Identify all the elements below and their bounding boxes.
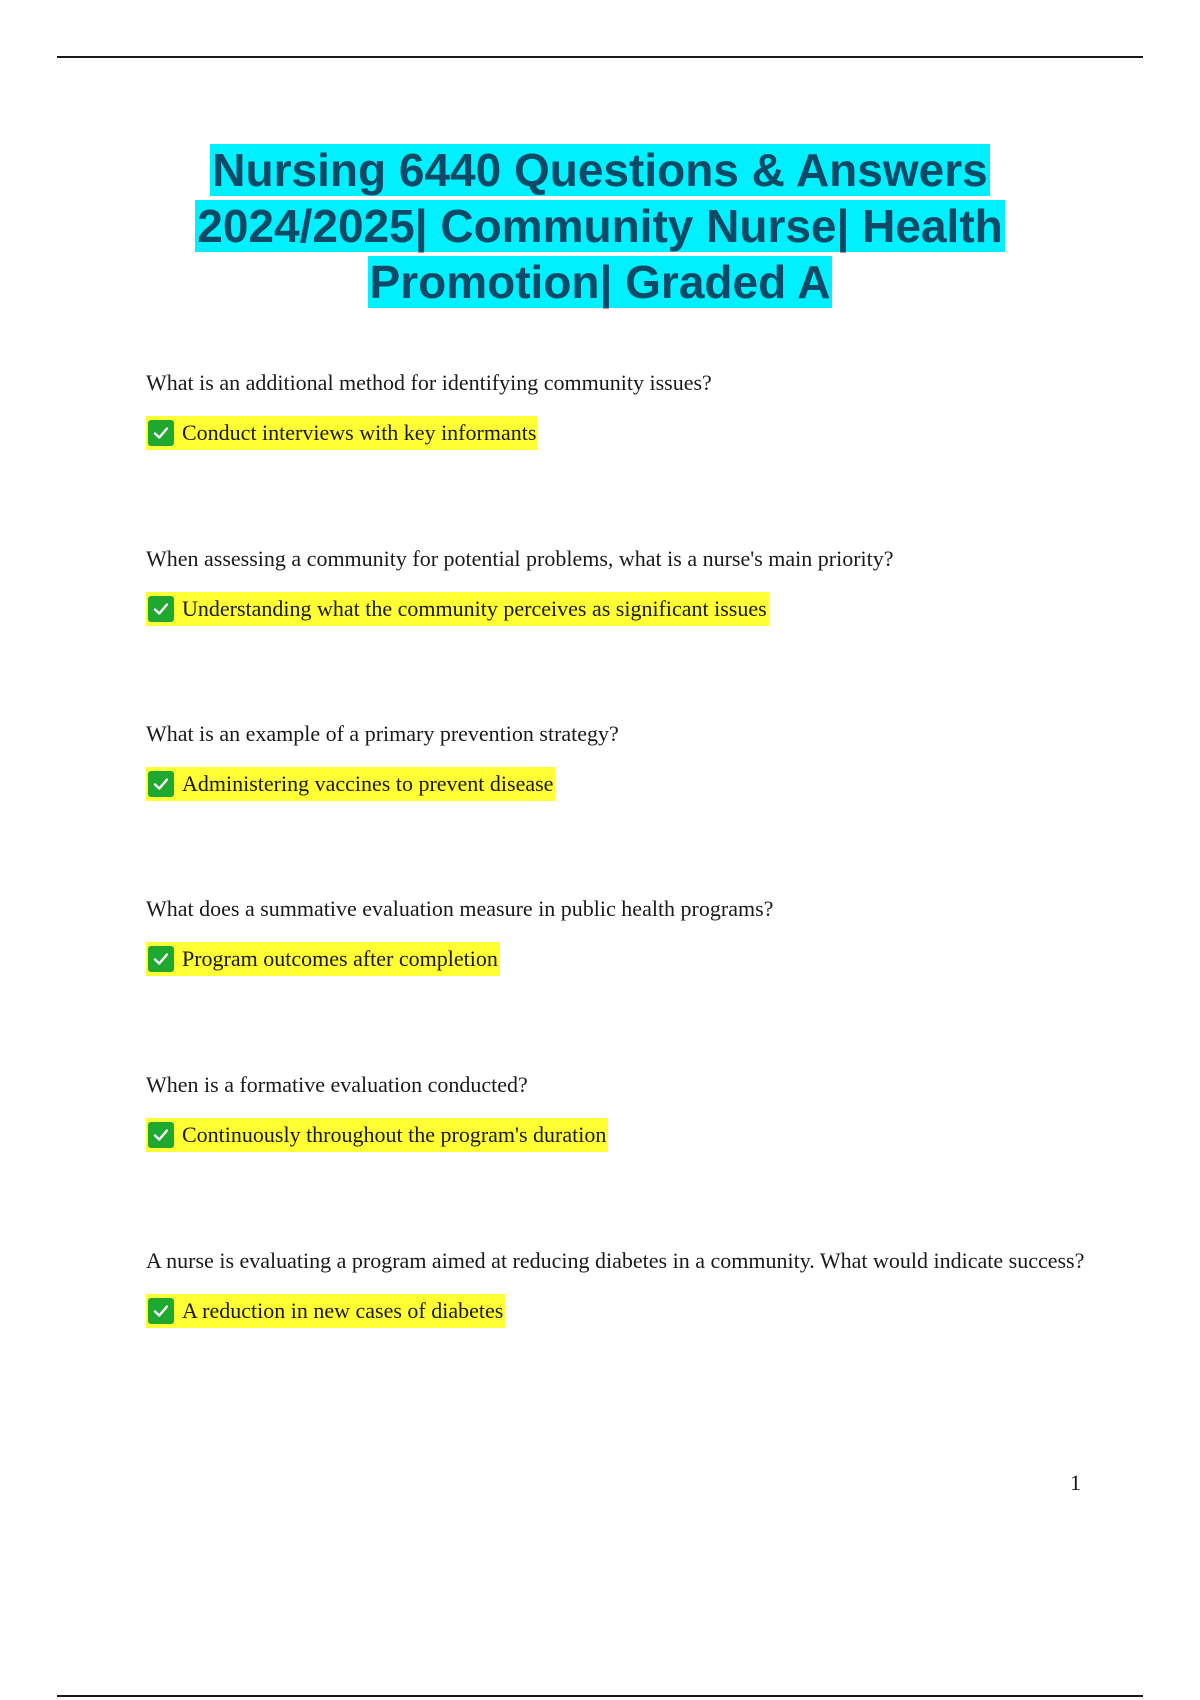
question-text: What is an additional method for identifying community issues?	[146, 370, 712, 395]
question-text: What does a summative evaluation measure in public health programs?	[146, 896, 774, 921]
check-mark-icon	[148, 420, 174, 446]
qa-item	[146, 1234, 1096, 1328]
check-mark-icon	[148, 771, 174, 797]
answer-highlight	[146, 592, 769, 626]
qa-item	[146, 356, 1106, 450]
question-text: A nurse is evaluating a program aimed at reducing diabetes in a community. What would indicate success?	[146, 1248, 1085, 1273]
title-line-2: 2024/2025| Community Nurse| Health	[197, 200, 1003, 252]
answer-text: Program outcomes after completion	[182, 946, 498, 971]
answer-text: Understanding what the community perceives as significant issues	[182, 596, 767, 621]
answer-highlight	[146, 942, 500, 976]
answer-text: Conduct interviews with key informants	[182, 420, 537, 445]
check-mark-icon	[148, 1122, 174, 1148]
answer-text: Continuously throughout the program's duration	[182, 1122, 607, 1147]
answer-highlight	[146, 1294, 505, 1328]
answer-highlight	[146, 1118, 608, 1152]
check-mark-icon	[148, 596, 174, 622]
question-text: What is an example of a primary prevention strategy?	[146, 721, 619, 746]
title-line-1: Nursing 6440 Questions & Answers	[212, 144, 988, 196]
answer-text: Administering vaccines to prevent disease	[182, 771, 554, 796]
answer-text: A reduction in new cases of diabetes	[182, 1298, 504, 1323]
check-mark-icon	[148, 1298, 174, 1324]
top-rule	[57, 56, 1143, 58]
check-mark-icon	[148, 946, 174, 972]
qa-item	[146, 882, 1106, 976]
title-line-3: Promotion| Graded A	[369, 256, 831, 308]
qa-item	[146, 1058, 1106, 1152]
page-number: 1	[1070, 1470, 1081, 1495]
answer-highlight	[146, 416, 538, 450]
qa-item	[146, 707, 1106, 801]
question-text: When assessing a community for potential problems, what is a nurse's main priority?	[146, 546, 894, 571]
document-title	[100, 142, 1100, 310]
question-text: When is a formative evaluation conducted?	[146, 1072, 528, 1097]
answer-highlight	[146, 767, 555, 801]
qa-item	[146, 532, 1106, 626]
bottom-rule	[57, 1695, 1143, 1697]
